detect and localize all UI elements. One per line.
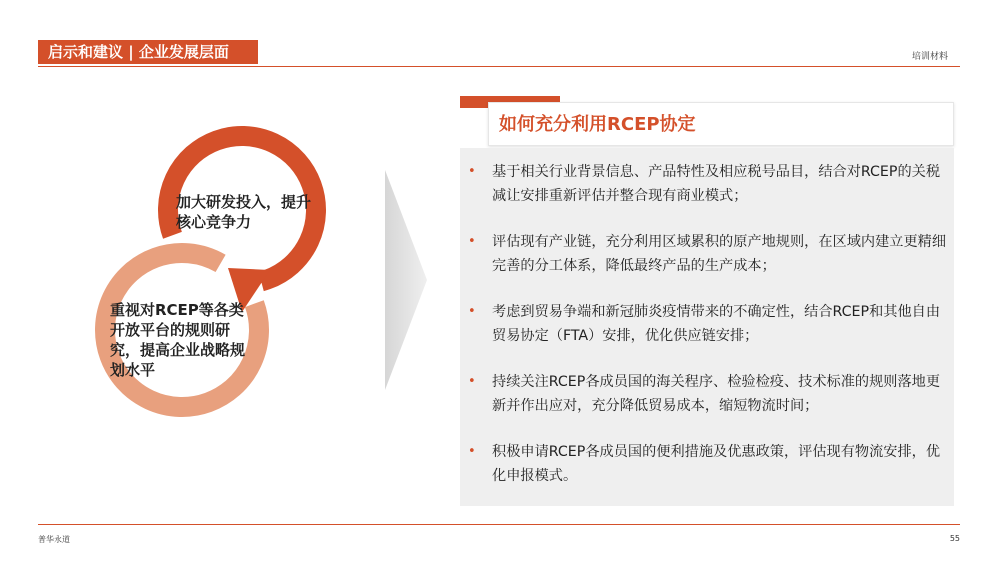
bullet-text: 积极申请RCEP各成员国的便利措施及优惠政策，评估现有物流安排，优化申报模式。 [492, 444, 941, 484]
list-item [460, 300, 954, 348]
bullet-text: 持续关注RCEP各成员国的海关程序、检验检疫、技术标准的规则落地更新并作出应对，充分降低贸易成本，缩短物流时间； [492, 374, 941, 414]
bullet-text: 基于相关行业背景信息、产品特性及相应税号品目，结合对RCEP的关税减让安排重新评估并整合现有商业模式； [492, 164, 941, 204]
bullet-list [460, 160, 954, 510]
list-item [460, 370, 954, 418]
bullet-icon: • [468, 444, 476, 459]
document-label: 培训材料 [911, 52, 948, 62]
cycle-item-rules: 重视对RCEP等各类开放平台的规则研究，提高企业战略规划水平 [110, 301, 246, 379]
footer-company: 普华永道 [38, 535, 70, 544]
panel-body [460, 148, 954, 506]
bullet-icon: • [468, 234, 476, 249]
list-item [460, 440, 954, 488]
cycle-diagram [90, 100, 350, 440]
list-item [460, 160, 954, 208]
list-item [460, 230, 954, 278]
cycle-item-rd: 加大研发投入，提升核心竞争力 [176, 193, 312, 231]
header-divider [38, 66, 960, 67]
footer-divider [38, 524, 960, 525]
section-title-tag: 启示和建议 | 企业发展层面 [38, 40, 258, 64]
panel-title: 如何充分利用RCEP协定 [499, 114, 696, 135]
bullet-icon: • [468, 304, 476, 319]
chevron-arrow-icon [385, 170, 435, 390]
bullet-text: 评估现有产业链，充分利用区域累积的原产地规则，在区域内建立更精细完善的分工体系，降低最终产品的生产成本； [492, 234, 947, 274]
bullet-text: 考虑到贸易争端和新冠肺炎疫情带来的不确定性，结合RCEP和其他自由贸易协定（FTA）安排，优化供应链安排； [492, 304, 941, 344]
bullet-icon: • [468, 374, 476, 389]
bullet-icon: • [468, 164, 476, 179]
panel-title-box [488, 102, 954, 146]
page-number: 55 [949, 534, 960, 543]
